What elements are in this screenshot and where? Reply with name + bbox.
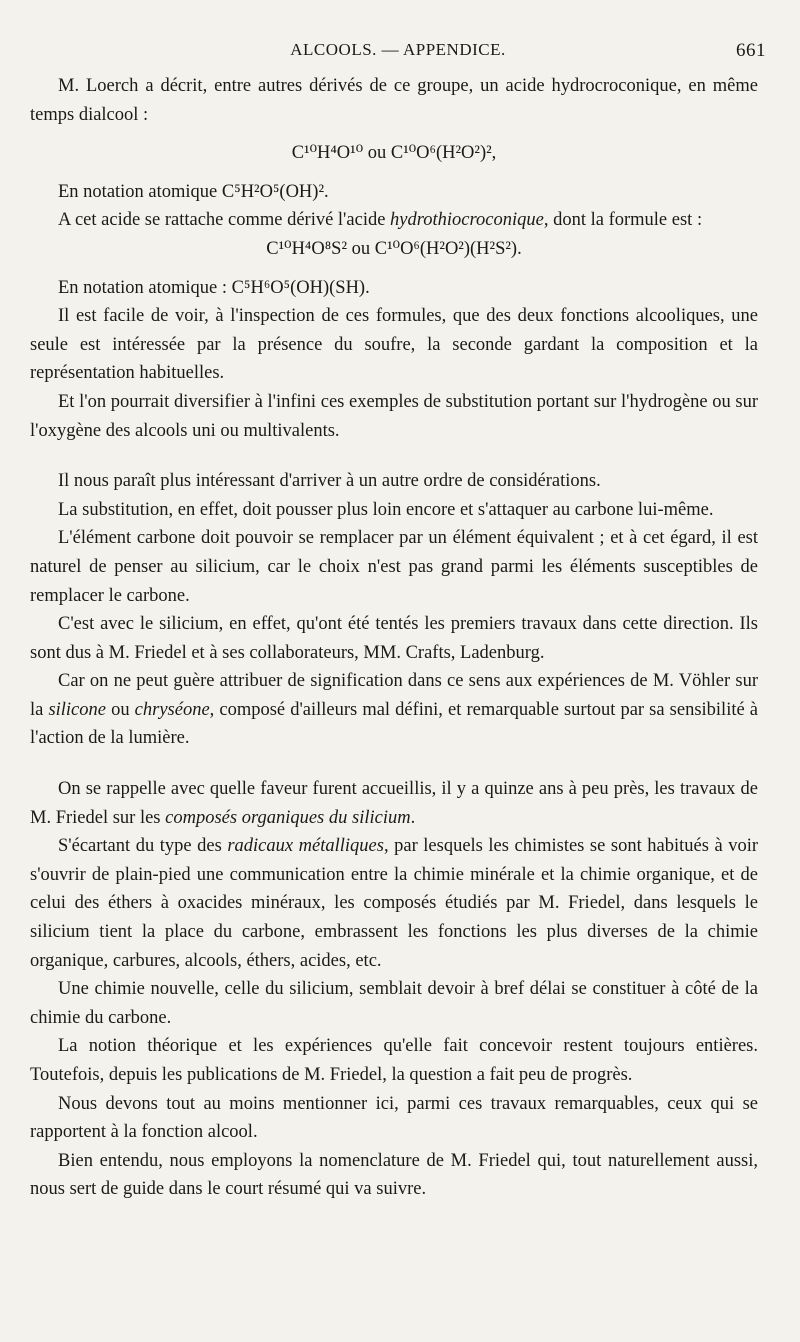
running-head: [30, 40, 766, 66]
paragraph-nomenclature: Bien entendu, nous employons la nomenclature de M. Friedel qui, tout naturellement aussi, nous sert de guide dans le court résumé qui va suivre.: [30, 1150, 758, 1200]
paragraph-substitution: La substitution, en effet, doit pousser plus loin encore et s'attaquer au carbone lui-même.: [58, 499, 714, 520]
text-run: ou: [105, 699, 135, 720]
atomic-notation-label: En notation atomique: [58, 181, 218, 202]
paragraph-theoretical-notion: La notion théorique et les expériences qu'elle fait concevoir restent toujours entières. Toutefois, depuis les publications de M. Friedel, la question a fait peu de progrès.: [30, 1036, 758, 1085]
paragraph-diversify: Et l'on pourrait diversifier à l'infini ces exemples de substitution portant sur l'hydrogène ou sur l'oxygène des alcools uni ou multivalents.: [30, 391, 758, 441]
text-run: S'écartant du type des: [58, 836, 228, 857]
paragraph-vohler: [30, 667, 758, 753]
italic-term: composés organiques du silicium: [165, 807, 411, 828]
paragraph-metallic-radicals: [30, 832, 758, 975]
running-title: ALCOOLS. — APPENDICE.: [290, 40, 506, 59]
italic-term: silicone: [48, 699, 106, 720]
text-run: , dont la formule est :: [543, 210, 703, 231]
text-run: , par lesquels les chimistes se sont habitués à voir s'ouvrir de plain-pied une communication entre la chimie minérale et la chimie organique, et de celui des éthers à oxacides minéraux, les composés étudiés par M. Friedel, dans lesquels le silicium tient la place du carbone, embrassent les fonctions les plus diverses de la chimie organique, carbures, alcools, éthers, acides, etc.: [30, 836, 758, 971]
paragraph-friedel-reception: [30, 775, 758, 832]
paragraph-new-chemistry: Une chimie nouvelle, celle du silicium, semblait devoir à bref délai se constituer à côté de la chimie du carbone.: [30, 979, 758, 1028]
atomic-formula-1: C⁵H²O⁵(OH)².: [221, 181, 329, 202]
paragraph-hydrothiocroconic: [30, 206, 758, 235]
paragraph-mention: Nous devons tout au moins mentionner ici, parmi ces travaux remarquables, ceux qui se rapportent à la fonction alcool.: [30, 1093, 758, 1143]
italic-term: radicaux métalliques: [227, 836, 384, 857]
text-run: A cet acide se rattache comme dérivé l'acide: [58, 210, 391, 231]
atomic-notation-label: En notation atomique :: [58, 277, 228, 298]
paragraph-loerch: M. Loerch a décrit, entre autres dérivés de ce groupe, un acide hydrocroconique, en même temps dialcool :: [30, 76, 758, 125]
formula-hydrocroconic: C¹⁰H⁴O¹⁰ ou C¹⁰O⁶(H²O²)²,: [291, 143, 497, 164]
paragraph-other-order: Il nous paraît plus intéressant d'arriver à un autre ordre de considérations.: [58, 471, 601, 492]
text-run: Car on ne peut guère attribuer de signification dans ce sens aux expériences de M. Vöhler sur la: [30, 671, 758, 720]
text-run: On se rappelle avec quelle faveur furent accueillis, il y a quinze ans à peu près, les travaux de M. Friedel sur les: [30, 779, 758, 828]
paragraph-atomic-notation-2: [30, 274, 758, 303]
italic-term: hydrothiocroconique: [390, 210, 544, 231]
paragraph-silicon-works: C'est avec le silicium, en effet, qu'ont été tentés les premiers travaux dans cette direction. Ils sont dus à M. Friedel et à ses collaborateurs, MM. Crafts, Ladenburg.: [30, 614, 758, 663]
italic-term: chryséone: [134, 699, 210, 720]
page-number: 661: [736, 40, 766, 61]
paragraph-carbon-element: L'élément carbone doit pouvoir se remplacer par un élément équivalent ; et à cet égard, il est naturel de penser au silicium, car le choix n'est pas grand parmi les éléments susceptibles de remplacer le carbone.: [30, 528, 758, 606]
paragraph-inspection: Il est facile de voir, à l'inspection de ces formules, que des deux fonctions alcooliques, une seule est intéressée par la présence du soufre, la seconde gardant la composition et la représentation habituelles.: [30, 306, 758, 384]
formula-hydrothiocroconic: C¹⁰H⁴O⁸S² ou C¹⁰O⁶(H²O²)(H²S²).: [266, 238, 522, 259]
body-text: [30, 72, 758, 1204]
text-run: .: [410, 807, 416, 828]
text-run: , composé d'ailleurs mal défini, et remarquable surtout par sa sensibilité à l'action de la lumière.: [30, 699, 758, 749]
atomic-formula-2: C⁵H⁶O⁵(OH)(SH).: [231, 277, 370, 298]
paragraph-atomic-notation-1: [30, 178, 758, 207]
